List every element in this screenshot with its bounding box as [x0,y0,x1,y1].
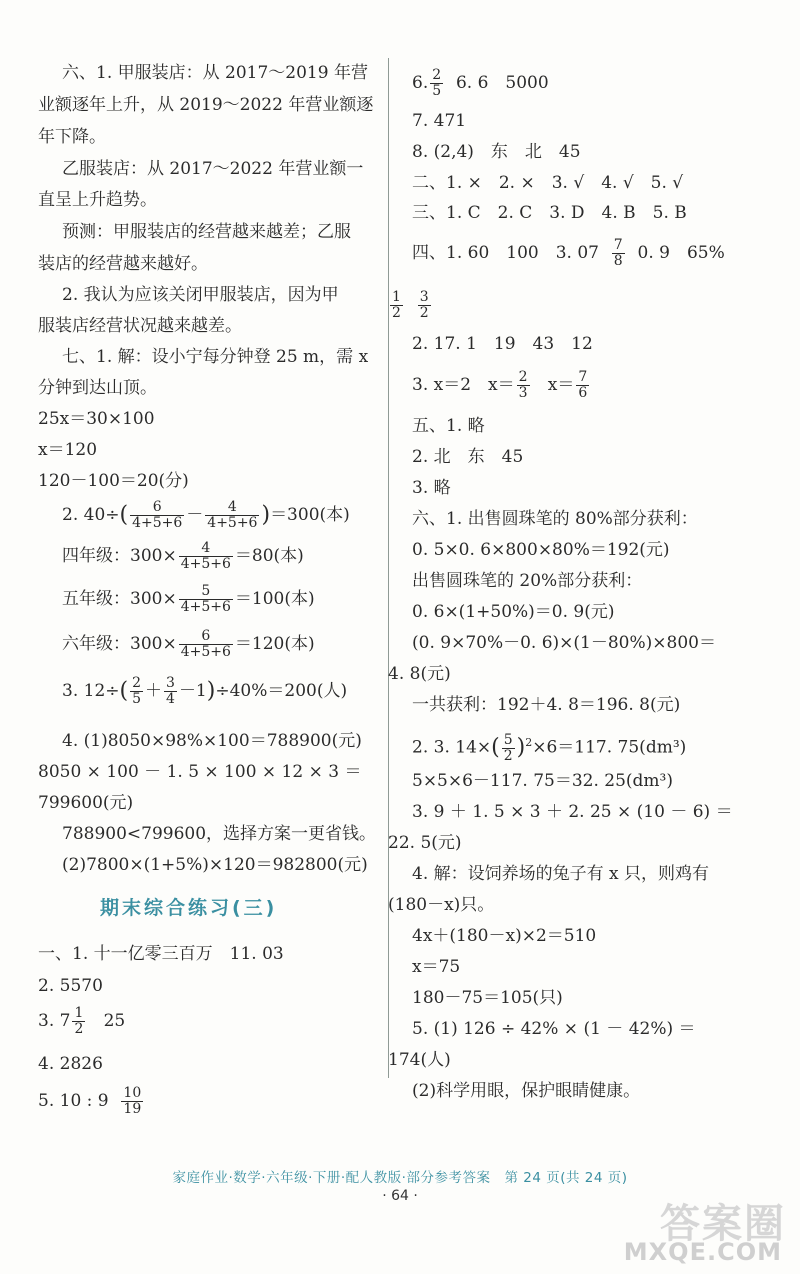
text-line: (180－x)只。 [388,895,495,915]
fraction: $\frac{6}{4+5+6}$ [132,499,183,531]
equation-line: 四年级：300× $\frac{4}{4+5+6}$ ＝80(本) [62,540,304,572]
equation-line: 五年级：300× $\frac{5}{4+5+6}$ ＝100(本) [62,583,315,615]
text-line: 3. x＝2 x＝ $\frac{2}{3}$ x＝ $\frac{7}{6}$ [412,369,588,401]
equation-line: 799600(元) [38,793,134,813]
text-line: 年下降。 [38,127,106,147]
text-line: 服装店经营状况越来越差。 [38,316,242,336]
text-line: 七、1. 解：设小宁每分钟登 25 m，需 x [62,347,369,367]
equation-line: 22. 5(元) [388,833,462,853]
fraction: $\frac{3}{4}$ [166,675,175,707]
text-line: 三、1. C 2. C 3. D 4. B 5. B [412,203,687,223]
equation-line: 8050 × 100 － 1. 5 × 100 × 12 × 3 ＝ [38,762,362,782]
equation-line: 120－100＝20(分) [38,471,189,491]
equation-line: (2)7800×(1+5%)×120＝982800(元) [62,855,368,875]
fraction: $\frac{1}{2}$ [392,289,401,321]
text-line: 出售圆珠笔的 20%部分获利： [412,571,643,591]
text-line: 乙服装店：从 2017～2022 年营业额一 [62,159,364,179]
fraction: $\frac{6}{4+5+6}$ [180,628,231,660]
text-line: 六、1. 出售圆珠笔的 80%部分获利： [412,509,698,529]
equation-line: 0. 5×0. 6×800×80%＝192(元) [412,540,670,560]
fraction: $\frac{4}{4+5+6}$ [180,540,231,572]
column-divider [388,58,389,1078]
equation-line: x＝75 [412,957,461,977]
text-line: 7. 471 [412,111,467,131]
text-line: 一、1. 十一亿零三百万 11. 03 [38,944,284,964]
equation-line: 180－75＝105(只) [412,988,563,1008]
text-line: 2. 我认为应该关闭甲服装店，因为甲 [62,285,339,305]
text-line: 3. 略 [412,478,451,498]
equation-line: 4x＋(180－x)×2＝510 [412,926,597,946]
watermark-site: MXQE.COM [623,1238,782,1266]
equation-line: 2. 3. 14×( $\frac{5}{2}$ )$^2$×6＝117. 75(dm³) [412,731,687,764]
text-line: 6. $\frac{2}{5}$ 6. 6 5000 [412,67,549,99]
fraction: $\frac{3}{2}$ [419,289,429,321]
text-line: 3. 7 $\frac{1}{2}$ 25 [38,1005,126,1037]
text-line: (2)科学用眼，保护眼睛健康。 [412,1081,641,1101]
equation-line: 25x＝30×100 [38,409,155,429]
text-line: 2. 北 东 45 [412,447,524,467]
text-line: 4. 解：设饲养场的兔子有 x 只，则鸡有 [412,864,710,884]
equation-line: 4. 8(元) [388,664,451,684]
watermark [606,1192,786,1270]
text-line [388,290,433,321]
equation-line: 2. 40÷( $\frac{6}{4+5+6}$ － $\frac{4}{4+5+6}$ )＝300(本) [62,499,350,531]
text-line: 788900<799600，选择方案一更省钱。 [62,824,377,844]
page-number: · 64 · [382,1188,418,1204]
fraction: $\frac{5}{2}$ [503,731,513,764]
text-line: 装店的经营越来越好。 [38,254,208,274]
fraction: $\frac{2}{3}$ [518,369,528,401]
equation-line: 3. 12÷( $\frac{2}{5}$ ＋ $\frac{3}{4}$ －1)÷40%＝200(人) [62,675,348,707]
text-line: 业额逐年上升，从 2019～2022 年营业额逐 [38,95,374,115]
equation-line: 5. (1) 126 ÷ 42% × (1 － 42%) ＝ [412,1019,696,1039]
text-line: 六、1. 甲服装店：从 2017～2019 年营 [62,63,368,83]
fraction: $\frac{1}{2}$ [74,1005,84,1037]
equation-line: 一共获利：192＋4. 8＝196. 8(元) [412,695,681,715]
text-line: 分钟到达山顶。 [38,378,157,398]
fraction: $\frac{7}{8}$ [613,237,623,269]
equation-line: 0. 6×(1+50%)＝0. 9(元) [412,602,615,622]
text-line: 预测：甲服装店的经营越来越差；乙服 [62,222,351,242]
fraction: $\frac{10}{19}$ [123,1085,142,1117]
text-line: 4. 2826 [38,1054,103,1074]
watermark-logo: 答案圈 [660,1201,786,1247]
fraction: $\frac{2}{5}$ [132,675,142,707]
section-title: 期末综合练习(三) [100,897,278,919]
equation-line: 4. (1)8050×98%×100＝788900(元) [62,731,362,751]
text-line: 5. 10 : 9 $\frac{10}{19}$ [38,1085,142,1117]
text-line: 8. (2,4) 东 北 45 [412,142,581,162]
fraction: $\frac{7}{6}$ [578,369,588,401]
footer-caption: 家庭作业·数学·六年级·下册·配人教版·部分参考答案 第 24 页(共 24 页) [172,1170,628,1186]
fraction: $\frac{5}{4+5+6}$ [180,583,231,615]
text-line: 五、1. 略 [412,416,485,436]
fraction: $\frac{2}{5}$ [432,67,442,99]
fraction: $\frac{4}{4+5+6}$ [207,499,258,531]
text-line: 二、1. × 2. × 3. √ 4. √ 5. √ [412,173,684,193]
text-line: 2. 5570 [38,976,103,996]
equation-line: 5×5×6－117. 75＝32. 25(dm³) [412,771,673,791]
equation-line: x＝120 [38,440,98,460]
equation-line: 3. 9 ＋ 1. 5 × 3 ＋ 2. 25 × (10 － 6) ＝ [412,802,733,822]
equation-line: 六年级：300× $\frac{6}{4+5+6}$ ＝120(本) [62,628,315,660]
text-line: 直呈上升趋势。 [38,190,157,210]
text-line: 2. 17. 1 19 43 12 [412,334,593,354]
equation-line: 174(人) [388,1050,451,1070]
text-line: 四、1. 60 100 3. 07 $\frac{7}{8}$ 0. 9 65% [412,237,725,269]
equation-line: (0. 9×70%－0. 6)×(1－80%)×800＝ [412,633,716,653]
